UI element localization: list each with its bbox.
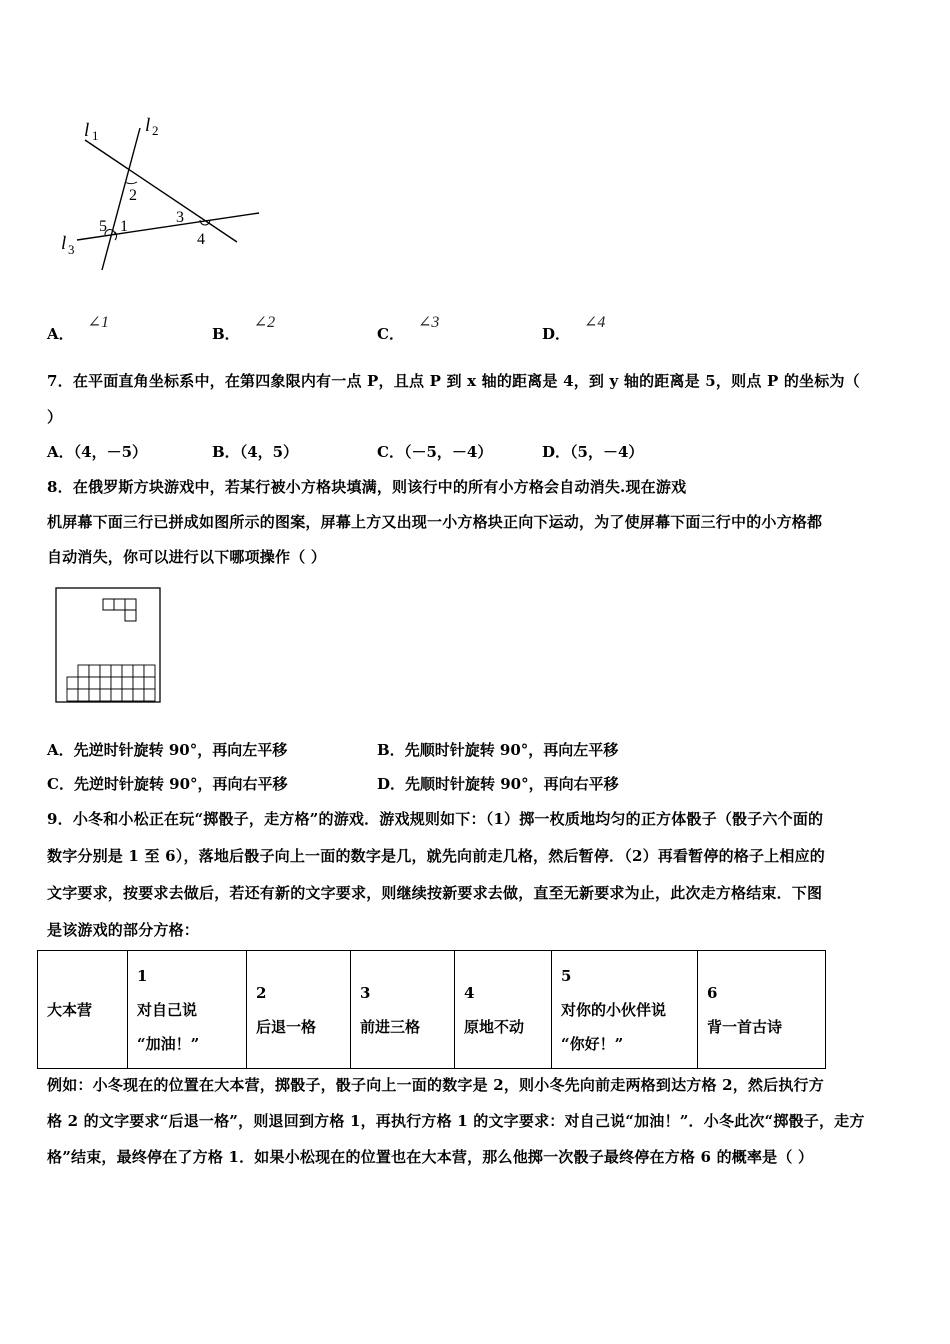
bottom-rows bbox=[67, 665, 155, 701]
q8-option-a: A．先逆时针旋转 90°，再向左平移 bbox=[47, 741, 288, 759]
q8-stem-line2: 机屏幕下面三行已拼成如图所示的图案，屏幕上方又出现一小方格块正向下运动，为了使屏幕下面三行中的小方格都 bbox=[47, 513, 823, 531]
q8-stem-line3: 自动消失，你可以进行以下哪项操作（ ） bbox=[47, 548, 327, 566]
q7-option-a: A．（4，－5） bbox=[47, 443, 148, 461]
cell-base-camp: 大本营 bbox=[38, 951, 128, 1069]
q7-option-c: C．（－5，－4） bbox=[377, 443, 493, 461]
q9-example-line2: 格 2 的文字要求“后退一格”，则退回到方格 1，再执行方格 1 的文字要求：对自己说“加油！”．小冬此次“掷骰子，走方 bbox=[47, 1112, 865, 1130]
q7-stem-line2: ） bbox=[47, 408, 63, 426]
q9-stem-line4: 是该游戏的部分方格： bbox=[47, 921, 200, 939]
label-angle-5: 5 bbox=[99, 218, 107, 235]
q9-example-line1: 例如：小冬现在的位置在大本营，掷骰子，骰子向上一面的数字是 2，则小冬先向前走两格到达方格 2，然后执行方 bbox=[47, 1076, 824, 1094]
label-l1: l bbox=[84, 120, 90, 141]
game-board-table bbox=[37, 950, 826, 1069]
label-l3: l bbox=[61, 233, 67, 254]
cell-1: 1 对自己说 “加油！” bbox=[128, 951, 247, 1069]
q6-option-b: B．∠2 bbox=[212, 314, 276, 343]
label-angle-3: 3 bbox=[176, 209, 184, 226]
q6-option-a: A．∠1 bbox=[47, 314, 110, 343]
tetris-figure bbox=[55, 587, 163, 705]
q7-option-b: B．（4，5） bbox=[212, 443, 299, 461]
q8-stem-line1: 8．在俄罗斯方块游戏中，若某行被小方格块填满，则该行中的所有小方格会自动消失.现在游戏 bbox=[47, 478, 687, 496]
q8-option-c: C．先逆时针旋转 90°，再向右平移 bbox=[47, 775, 288, 793]
q9-stem-line1: 9．小冬和小松正在玩“掷骰子，走方格”的游戏．游戏规则如下：（1）掷一枚质地均匀的正方体骰子（骰子六个面的 bbox=[47, 810, 824, 828]
q9-example-line3: 格”结束，最终停在了方格 1．如果小松现在的位置也在大本营，那么他掷一次骰子最终停在方格 6 的概率是（ ） bbox=[47, 1148, 814, 1166]
cell-5: 5 对你的小伙伴说 “你好！” bbox=[552, 951, 698, 1069]
line-l1 bbox=[85, 140, 237, 242]
label-angle-4: 4 bbox=[197, 231, 205, 248]
intersecting-lines-figure bbox=[55, 110, 275, 280]
cell-3: 3 前进三格 bbox=[351, 951, 455, 1069]
q6-option-d: D．∠4 bbox=[542, 314, 606, 343]
q9-stem-line3: 文字要求，按要求去做后，若还有新的文字要求，则继续按新要求去做，直至无新要求为止，此次走方格结束．下图 bbox=[47, 884, 823, 902]
table-row bbox=[38, 951, 826, 1069]
cell-6: 6 背一首古诗 bbox=[698, 951, 826, 1069]
label-l2: l bbox=[145, 115, 151, 136]
label-angle-2: 2 bbox=[129, 187, 137, 204]
angle-arc-2 bbox=[125, 182, 137, 184]
cell-4: 4 原地不动 bbox=[455, 951, 552, 1069]
label-angle-1: 1 bbox=[120, 218, 128, 235]
label-l3-sub: 3 bbox=[68, 242, 75, 257]
q7-option-d: D．（5，－4） bbox=[542, 443, 644, 461]
q9-stem-line2: 数字分别是 1 至 6），落地后骰子向上一面的数字是几，就先向前走几格，然后暂停．（2）再看暂停的格子上相应的 bbox=[47, 847, 825, 865]
cell-2: 2 后退一格 bbox=[247, 951, 351, 1069]
q6-option-c: C．∠3 bbox=[377, 314, 440, 343]
q8-option-b: B．先顺时针旋转 90°，再向左平移 bbox=[377, 741, 619, 759]
q8-option-d: D．先顺时针旋转 90°，再向右平移 bbox=[377, 775, 619, 793]
label-l1-sub: 1 bbox=[92, 128, 99, 143]
q7-stem-line1: 7．在平面直角坐标系中，在第四象限内有一点 P，且点 P 到 x 轴的距离是 4，到 y 轴的距离是 5，则点 P 的坐标为（ bbox=[47, 372, 860, 390]
label-l2-sub: 2 bbox=[152, 123, 159, 138]
